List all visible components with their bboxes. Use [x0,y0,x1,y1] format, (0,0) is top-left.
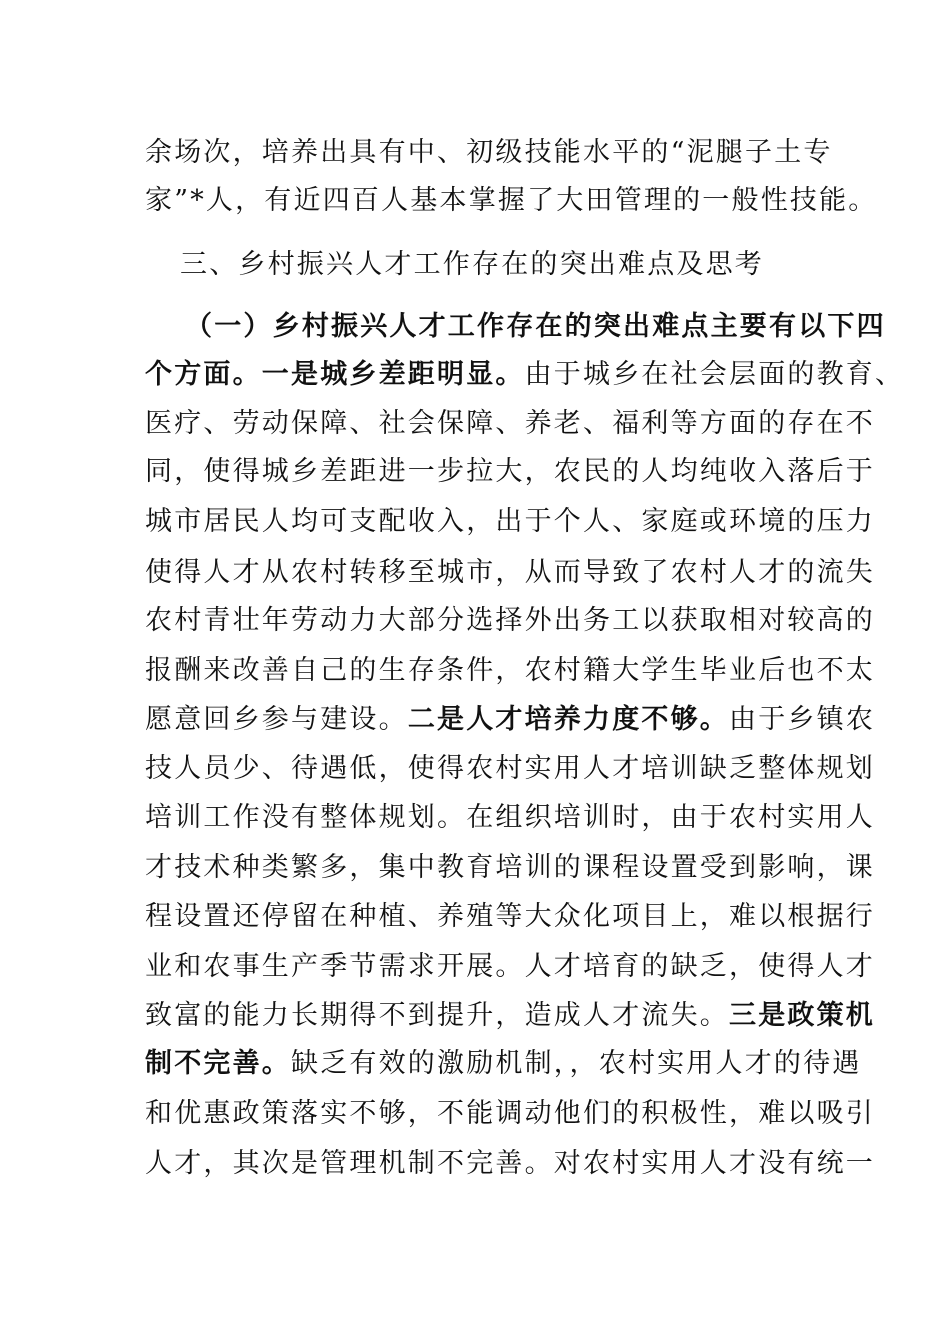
text-line [145,798,875,838]
text-line [145,897,875,937]
text-run: 愿意回乡参与建设。 [145,704,408,735]
text-run: 城市居民人均可支配收入，出于个人、家庭或环境的压力 [145,506,875,537]
bold-point-one: 个方面。一是城乡差距明显。 [145,359,525,390]
text-line [145,651,875,691]
text-run: 和优惠政策落实不够，不能调动他们的积极性，难以吸引 [145,1098,875,1129]
text-line [145,452,875,492]
subsection-heading: （一）乡村振兴人才工作存在的突出难点主要有以下四 [185,311,886,342]
text-run: 才技术种类繁多，集中教育培训的课程设置受到影响，课 [145,852,875,883]
heading-text: 三、乡村振兴人才工作存在的突出难点及思考 [180,249,764,280]
text-line [145,848,875,888]
text-run: 培训工作没有整体规划。在组织培训时，由于农村实用人 [145,802,875,833]
text-line [145,1144,875,1184]
text-run: 人才，其次是管理机制不完善。对农村实用人才没有统一 [145,1148,875,1179]
text-run: 同，使得城乡差距进一步拉大，农民的人均纯收入落后于 [145,456,875,487]
text-line [145,700,875,740]
text-line [145,1044,862,1084]
section-heading [180,245,764,285]
text-line [145,133,833,173]
text-run: 技人员少、待遇低，使得农村实用人才培训缺乏整体规划 [145,753,875,784]
text-run: 由于城乡在社会层面的教育、 [524,359,905,390]
text-line [145,355,904,395]
bold-point-two: 二是人才培养力度不够。 [407,704,730,735]
text-run: 缺乏有效的激励机制，，农村实用人才的待遇 [291,1048,862,1079]
bold-point-three-cont: 制不完善。 [145,1048,291,1079]
text-run: 程设置还停留在种植、养殖等大众化项目上，难以根据行 [145,901,875,932]
text-line [145,1094,875,1134]
text-run: 致富的能力长期得不到提升，造成人才流失。 [145,1000,729,1031]
subsection-heading-line [185,307,886,347]
text-run: 余场次，培养出具有中、初级技能水平的“泥腿子土专 [145,137,833,168]
text-line [145,404,875,444]
text-line [145,601,875,641]
text-run: 由于乡镇农 [729,704,876,735]
text-line [145,947,875,987]
text-line [145,749,875,789]
text-run: 家”*人，有近四百人基本掌握了大田管理的一般性技能。 [145,185,878,216]
text-line [145,502,875,542]
text-run: 业和农事生产季节需求开展。人才培育的缺乏，使得人才 [145,951,875,982]
text-line [145,553,875,593]
text-line [145,996,875,1036]
text-run: 使得人才从农村转移至城市，从而导致了农村人才的流失 [145,557,875,588]
text-run: 医疗、劳动保障、社会保障、养老、福利等方面的存在不 [145,408,875,439]
text-line [145,181,878,221]
text-run: 农村青壮年劳动力大部分选择外出务工以获取相对较高的 [145,605,875,636]
bold-point-three: 三是政策机 [729,1000,875,1031]
text-run: 报酬来改善自己的生存条件，农村籍大学生毕业后也不太 [145,655,875,686]
